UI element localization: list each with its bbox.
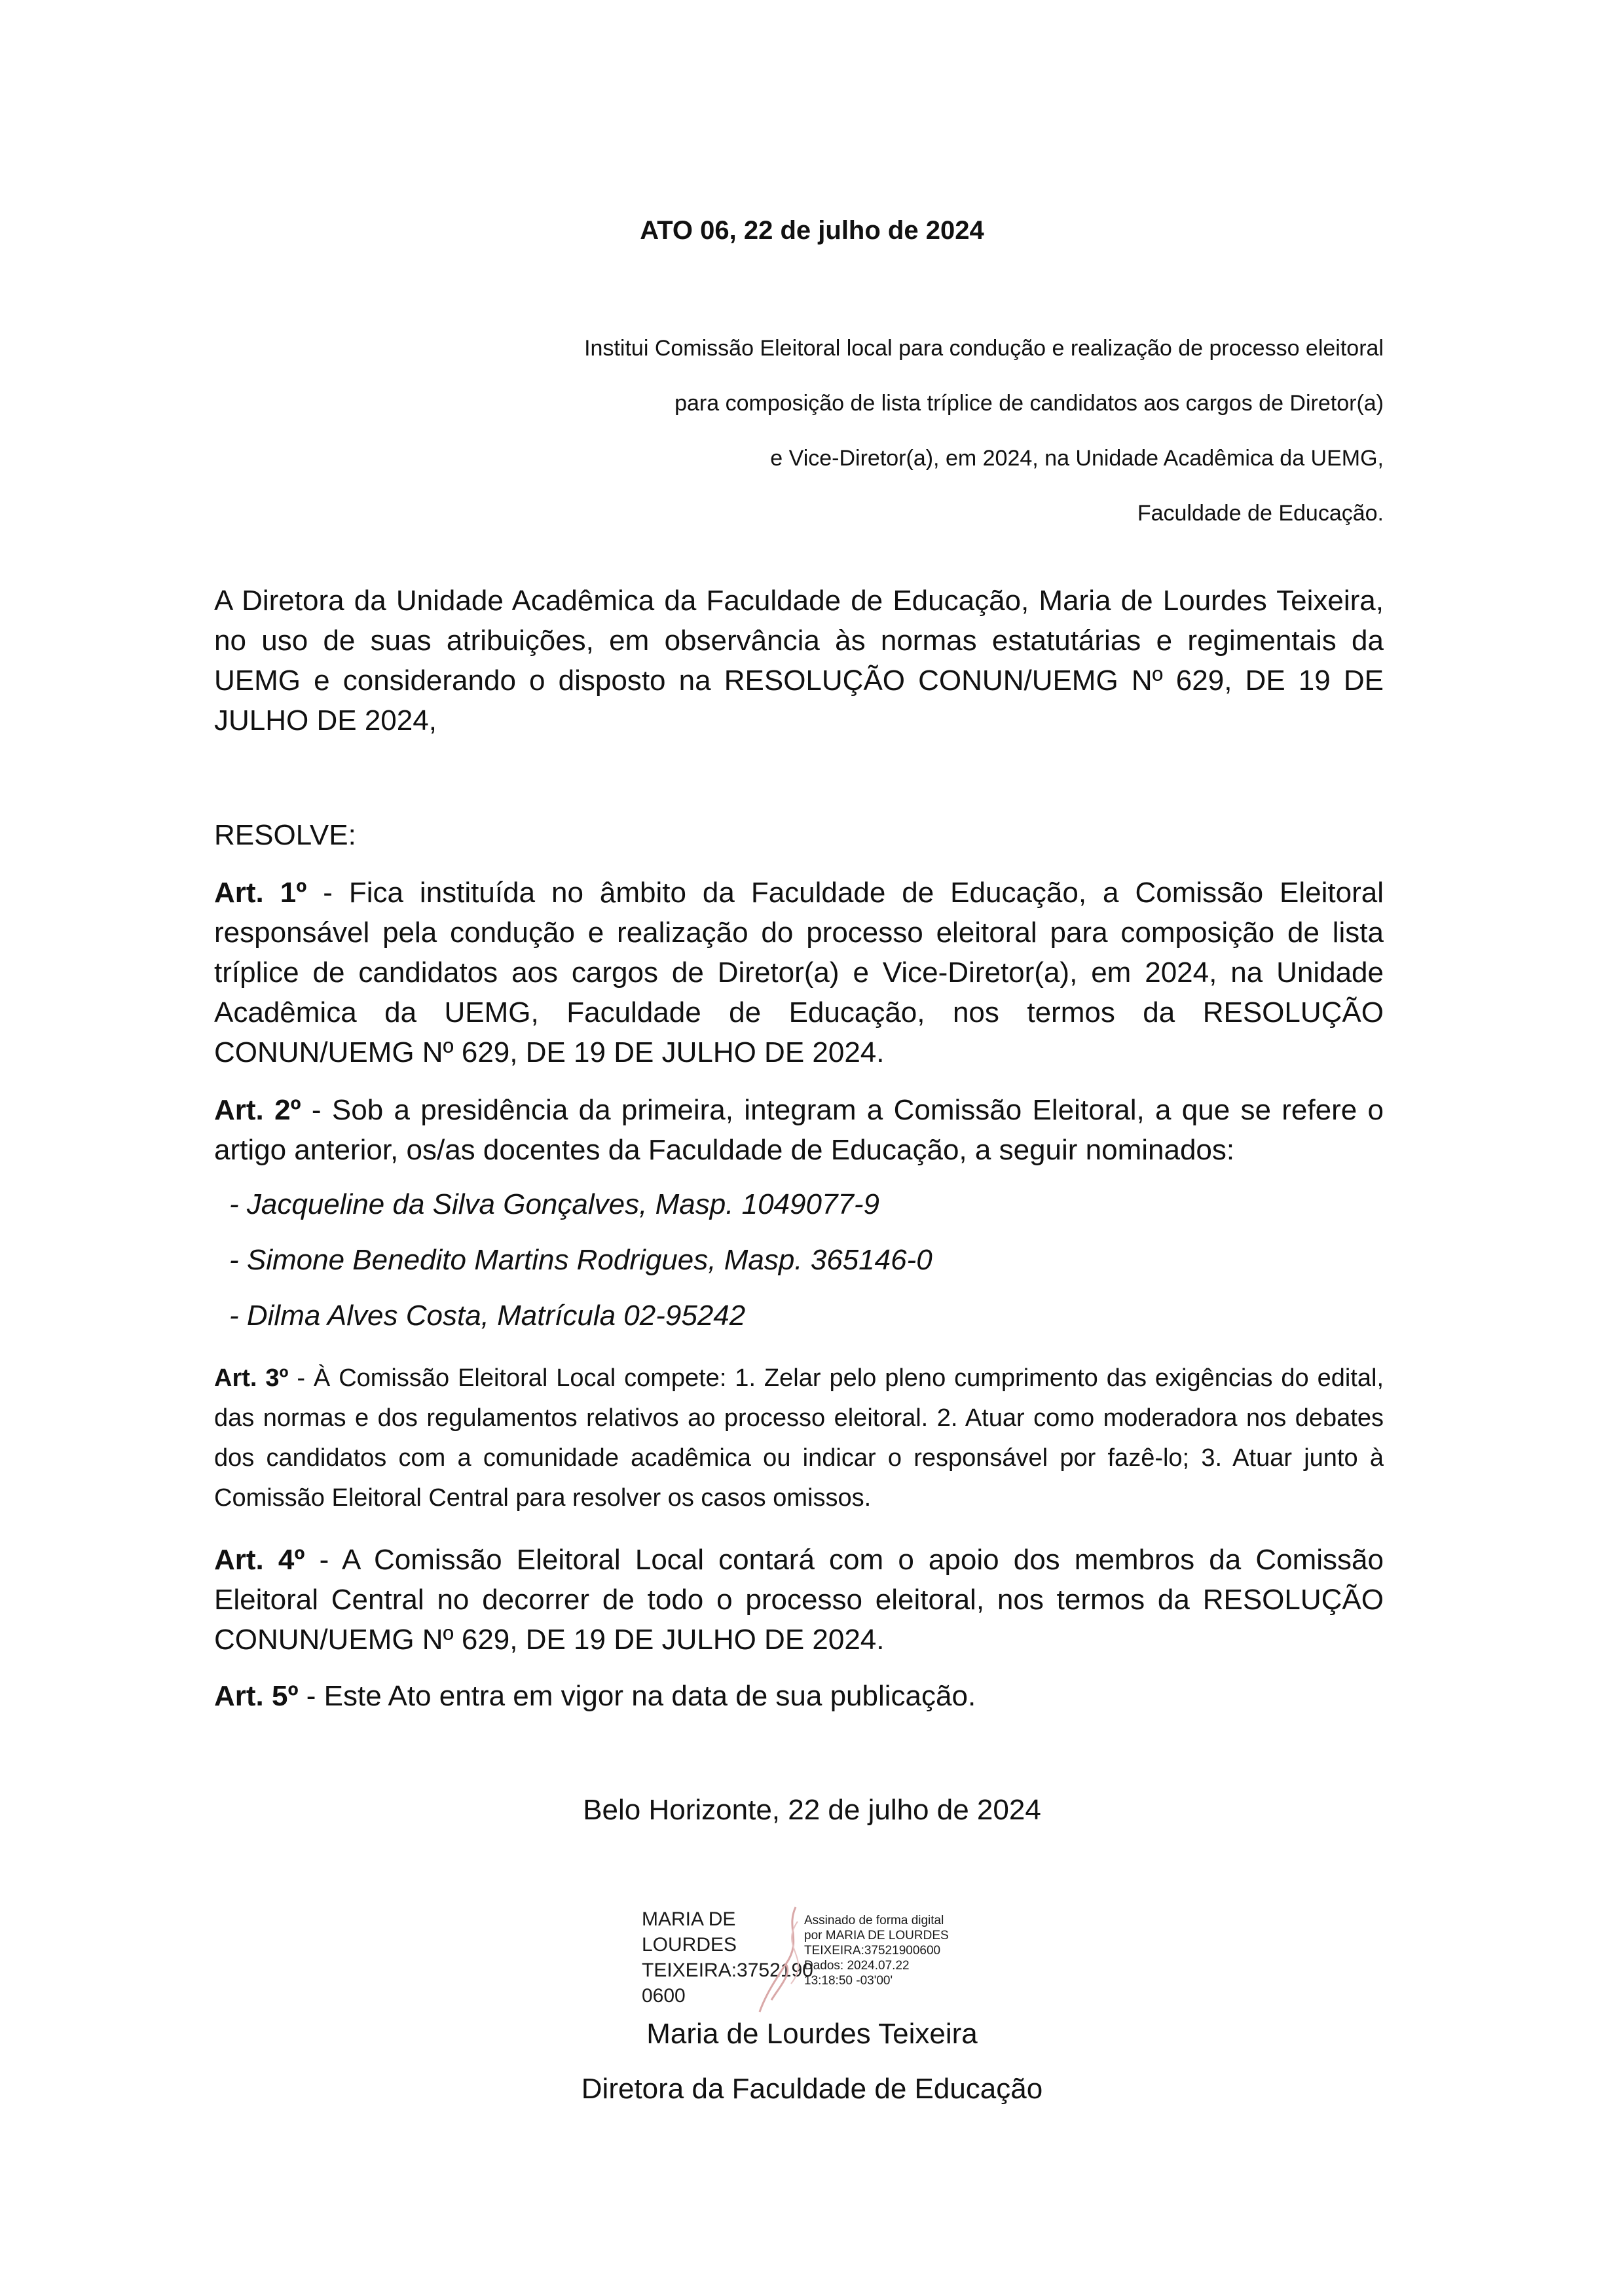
digital-signature-info xyxy=(804,1913,949,1988)
article-1 xyxy=(214,873,1384,1072)
signer-role: Diretora da Faculdade de Educação xyxy=(581,2073,1043,2105)
ementa-line: e Vice-Diretor(a), em 2024, na Unidade Acadêmica da UEMG, xyxy=(770,446,1384,471)
signature-info-line: Assinado de forma digital xyxy=(804,1914,944,1927)
article-5 xyxy=(214,1676,1384,1716)
article-label: Art. 2º xyxy=(214,1094,301,1126)
article-label: Art. 4º xyxy=(214,1544,305,1576)
resolve-heading: RESOLVE: xyxy=(214,819,356,851)
ementa xyxy=(458,321,1384,541)
signature-name-line: 0600 xyxy=(642,1985,686,2007)
signature-info-line: TEIXEIRA:37521900600 xyxy=(804,1944,941,1958)
signature-info-line: 13:18:50 -03'00' xyxy=(804,1974,893,1988)
article-text: - A Comissão Eleitoral Local contará com o apoio dos membros da Comissão Eleitoral Central no decorrer de todo o processo eleitoral, nos termos da RESOLUÇÃO CONUN/UEMG Nº 629, DE 19 DE JULHO DE 2024. xyxy=(214,1544,1384,1656)
signature-name-line: LOURDES xyxy=(642,1934,737,1956)
article-4 xyxy=(214,1540,1384,1660)
place-and-date: Belo Horizonte, 22 de julho de 2024 xyxy=(583,1794,1041,1826)
member-item: - Simone Benedito Martins Rodrigues, Masp. 365146-0 xyxy=(229,1244,932,1276)
article-text: - À Comissão Eleitoral Local compete: 1. Zelar pelo pleno cumprimento das exigências do edital, das normas e dos regulamentos relativos ao processo eleitoral. 2. Atuar como moderadora nos debates dos candidatos com a comunidade acadêmica ou indicar o responsável por fazê-lo; 3. Atuar junto à Comissão Eleitoral Central para resolver os casos omissos. xyxy=(214,1364,1384,1512)
article-text: - Sob a presidência da primeira, integram a Comissão Eleitoral, a que se refere o artigo anterior, os/as docentes da Faculdade de Educação, a seguir nominados: xyxy=(214,1094,1384,1166)
article-3 xyxy=(214,1358,1384,1518)
signature-name-line: MARIA DE xyxy=(642,1908,736,1930)
document-title: ATO 06, 22 de julho de 2024 xyxy=(640,216,984,245)
ementa-line: Faculdade de Educação. xyxy=(1137,501,1384,526)
article-text: - Este Ato entra em vigor na data de sua publicação. xyxy=(298,1680,976,1712)
article-label: Art. 3º xyxy=(214,1364,289,1392)
ementa-line: Institui Comissão Eleitoral local para condução e realização de processo eleitoral xyxy=(584,336,1384,361)
signature-info-line: por MARIA DE LOURDES xyxy=(804,1929,949,1942)
signature-name-line: TEIXEIRA:3752190 xyxy=(642,1959,813,1981)
article-label: Art. 5º xyxy=(214,1680,299,1712)
member-item: - Jacqueline da Silva Gonçalves, Masp. 1049077-9 xyxy=(229,1188,880,1220)
ementa-line: para composição de lista tríplice de candidatos aos cargos de Diretor(a) xyxy=(674,391,1384,416)
article-text: - Fica instituída no âmbito da Faculdade de Educação, a Comissão Eleitoral responsável pela condução e realização do processo eleitoral para composição de lista tríplice de candidatos aos cargos de Diretor(a) e Vice-Diretor(a), em 2024, na Unidade Acadêmica da UEMG, Faculdade de Educação, nos termos da RESOLUÇÃO CONUN/UEMG Nº 629, DE 19 DE JULHO DE 2024. xyxy=(214,877,1384,1068)
member-item: - Dilma Alves Costa, Matrícula 02-95242 xyxy=(229,1300,746,1332)
signer-name: Maria de Lourdes Teixeira xyxy=(646,2018,978,2050)
preamble: A Diretora da Unidade Acadêmica da Faculdade de Educação, Maria de Lourdes Teixeira, no uso de suas atribuições, em observância às normas estatutárias e regimentais da UEMG e considerando o disposto na RESOLUÇÃO CONUN/UEMG Nº 629, DE 19 DE JULHO DE 2024, xyxy=(214,585,1384,737)
signature-info-line: Dados: 2024.07.22 xyxy=(804,1959,910,1973)
article-2 xyxy=(214,1090,1384,1170)
article-label: Art. 1º xyxy=(214,877,307,909)
